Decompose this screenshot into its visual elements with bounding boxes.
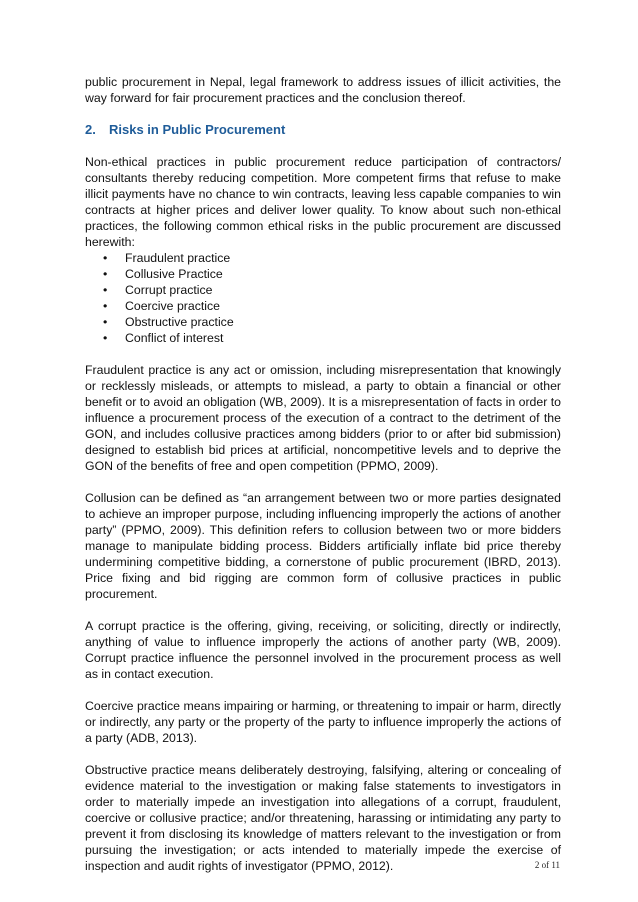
list-item (85, 266, 561, 282)
bullet-icon: • (103, 267, 108, 281)
ethical-risks-list (85, 250, 561, 346)
document-page (85, 74, 561, 890)
bullet-icon: • (103, 315, 108, 329)
section-number: 2. (85, 122, 96, 137)
bullet-icon: • (103, 283, 108, 297)
list-item (85, 330, 561, 346)
bullet-icon: • (103, 299, 108, 313)
fraudulent-practice-paragraph: Fraudulent practice is any act or omission, including misrepresentation that knowingly or recklessly misleads, or attempts to mislead, a party to obtain a financial or other benefit or to avoid an obligation (WB, 2009). It is a misrepresentation of facts in order to influence a procurement process of the execution of a contract to the detriment of the GON, and includes collusive practices among bidders (prior to or after bid submission) designed to establish bid prices at artificial, noncompetitive levels and to deprive the GON of the benefits of free and open competition (PPMO, 2009). (85, 363, 561, 473)
coercive-practice-paragraph: Coercive practice means impairing or harming, or threatening to impair or harm, directly or indirectly, any party or the property of the party to influence improperly the actions of a party (ADB, 2013). (85, 699, 561, 745)
section-title: Risks in Public Procurement (109, 122, 286, 137)
intro-paragraph: public procurement in Nepal, legal framework to address issues of illicit activities, the way forward for fair procurement practices and the conclusion thereof. (85, 75, 561, 105)
corrupt-practice-paragraph: A corrupt practice is the offering, giving, receiving, or soliciting, directly or indirectly, anything of value to influence improperly the actions of another party (WB, 2009). Corrupt practice influence the personnel involved in the procurement process as well as in contact execution. (85, 619, 561, 681)
list-item-label: Obstructive practice (125, 315, 234, 329)
list-item (85, 282, 561, 298)
list-item-label: Conflict of interest (125, 331, 224, 345)
bullet-icon: • (103, 251, 108, 265)
obstructive-practice-paragraph: Obstructive practice means deliberately destroying, falsifying, altering or concealing of evidence material to the investigation or making false statements to investigators in order to materially impede an investigation into allegations of a corrupt, fraudulent, coercive or collusive practice; and/or threatening, harassing or intimidating any party to prevent it from disclosing its knowledge of matters relevant to the investigation or from pursuing the investigation; or acts intended to materially impede the exercise of inspection and audit rights of investigator (PPMO, 2012). (85, 763, 561, 873)
list-item (85, 298, 561, 314)
list-item (85, 314, 561, 330)
section-heading (85, 122, 561, 138)
risks-intro-paragraph: Non-ethical practices in public procurement reduce participation of contractors/ consultants thereby reducing competition. More competent firms that refuse to make illicit payments have no chance to win contracts, leaving less capable companies to win contracts at higher prices and deliver lower quality. To know about such non-ethical practices, the following common ethical risks in the public procurement are discussed herewith: (85, 155, 561, 249)
list-item-label: Corrupt practice (125, 283, 213, 297)
bullet-icon: • (103, 331, 108, 345)
list-item-label: Coercive practice (125, 299, 220, 313)
list-item (85, 250, 561, 266)
list-item-label: Fraudulent practice (125, 251, 231, 265)
list-item-label: Collusive Practice (125, 267, 223, 281)
page-number: 2 of 11 (534, 860, 560, 870)
collusion-paragraph: Collusion can be defined as “an arrangement between two or more parties designated to achieve an improper purpose, including influencing improperly the actions of another party” (PPMO, 2009). This definition refers to collusion between two or more bidders manage to manipulate bidding process. Bidders artificially inflate bid price thereby undermining competitive bidding, a cornerstone of public procurement (IBRD, 2013). Price fixing and bid rigging are common form of collusive practices in public procurement. (85, 491, 561, 601)
